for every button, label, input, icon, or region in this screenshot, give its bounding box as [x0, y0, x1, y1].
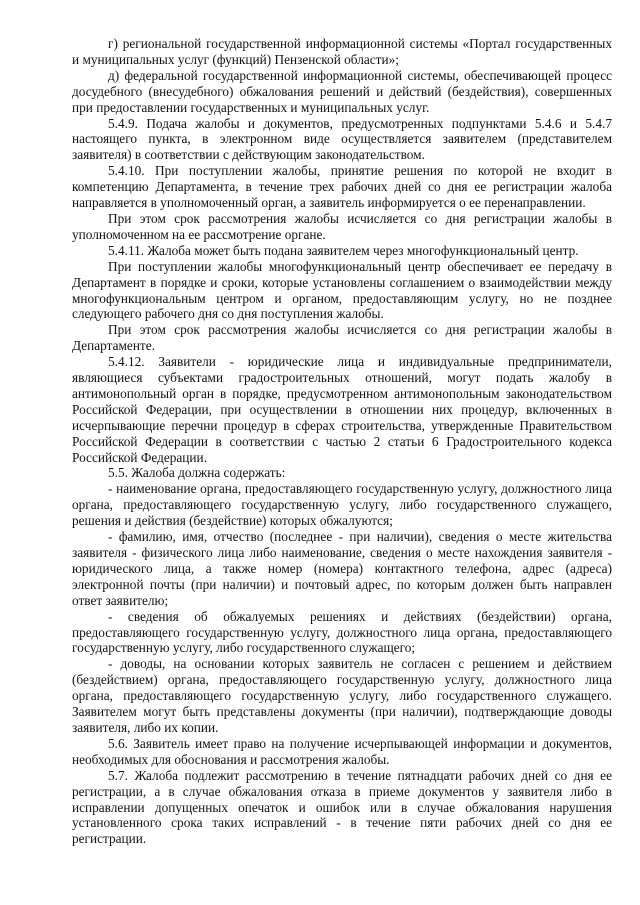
paragraph-5-4-12: 5.4.12. Заявители - юридические лица и индивидуальные предприниматели, являющиеся субъектами градостроительных отношений, могут подать жалобу в антимонопольный орган в порядке, предусмотренном антимонопольным законодательством Российской Федерации, при осуществлении в отношении них процедур, включенных в исчерпывающие перечни процедур в сферах строительства, утвержденные Правительством Российской Федерации в соответствии с частью 2 статьи 6 Градостроительного кодекса Российской Федерации.	[72, 354, 612, 465]
paragraph-5-4-11-term: При этом срок рассмотрения жалобы исчисляется со дня регистрации жалобы в Департаменте.	[72, 322, 612, 354]
paragraph-5-4-11-transfer: При поступлении жалобы многофункциональный центр обеспечивает ее передачу в Департамент в порядке и сроки, которые установлены соглашением о взаимодействии между многофункциональным центром и органом, предоставляющим услугу, но не позднее следующего рабочего дня со дня поступления жалобы.	[72, 258, 612, 322]
paragraph-5-7: 5.7. Жалоба подлежит рассмотрению в течение пятнадцати рабочих дней со дня ее регистрации, а в случае обжалования отказа в приеме документов у заявителя либо в исправлении допущенных опечаток и ошибок или в случае обжалования нарушения установленного срока таких исправлений - в течение пяти рабочих дней со дня ее регистрации.	[72, 767, 612, 847]
paragraph-5-4-9: 5.4.9. Подача жалобы и документов, предусмотренных подпунктами 5.4.6 и 5.4.7 настоящего пункта, в электронном виде осуществляется заявителем (представителем заявителя) в соответствии с действующим законодательством.	[72, 115, 612, 163]
list-item-appealed-decisions: - сведения об обжалуемых решениях и действиях (бездействии) органа, предоставляющего государственную услугу, должностного лица органа, предоставляющего государственную услугу, либо государственного служащего;	[72, 608, 612, 656]
paragraph-5-4-11: 5.4.11. Жалоба может быть подана заявителем через многофункциональный центр.	[108, 242, 579, 258]
list-item-authority-name: - наименование органа, предоставляющего государственную услугу, должностного лица органа, предоставляющего государственную услугу, либо государственного служащего, решения и действия (бездействие) которых обжалуются;	[72, 481, 612, 529]
list-item-arguments: - доводы, на основании которых заявитель не согласен с решением и действием (бездействием) органа, предоставляющего государственную услугу, должностного лица органа, предоставляющего государственную услугу, либо государственного служащего. Заявителем могут быть представлены документы (при наличии), подтверждающие доводы заявителя, либо их копии.	[72, 656, 612, 735]
paragraph-5-4-10-term: При этом срок рассмотрения жалобы исчисляется со дня регистрации жалобы в уполномоченном на ее рассмотрение органе.	[72, 210, 612, 242]
paragraph-item-d: д) федеральной государственной информационной системы, обеспечивающей процесс досудебного (внесудебного) обжалования решений и действий (бездействия), совершенных при предоставлении государственных и муниципальных услуг.	[72, 67, 612, 115]
list-item-applicant-info: - фамилию, имя, отчество (последнее - при наличии), сведения о месте жительства заявителя - физического лица либо наименование, сведения о месте нахождения заявителя - юридического лица, а также номер (номера) контактного телефона, адрес (адреса) электронной почты (при наличии) и почтовый адрес, по которым должен быть направлен ответ заявителю;	[72, 529, 612, 608]
paragraph-5-5: 5.5. Жалоба должна содержать:	[108, 465, 286, 481]
document-page	[72, 36, 612, 847]
paragraph-5-4-10: 5.4.10. При поступлении жалобы, принятие решения по которой не входит в компетенцию Департамента, в течение трех рабочих дней со дня ее регистрации жалоба направляется в уполномоченный орган, а заявитель информируется о ее перенаправлении.	[72, 163, 612, 211]
paragraph-item-g: г) региональной государственной информационной системы «Портал государственных и муниципальных услуг (функций) Пензенской области»;	[72, 36, 612, 67]
paragraph-5-6: 5.6. Заявитель имеет право на получение исчерпывающей информации и документов, необходимых для обоснования и рассмотрения жалобы.	[72, 735, 612, 767]
